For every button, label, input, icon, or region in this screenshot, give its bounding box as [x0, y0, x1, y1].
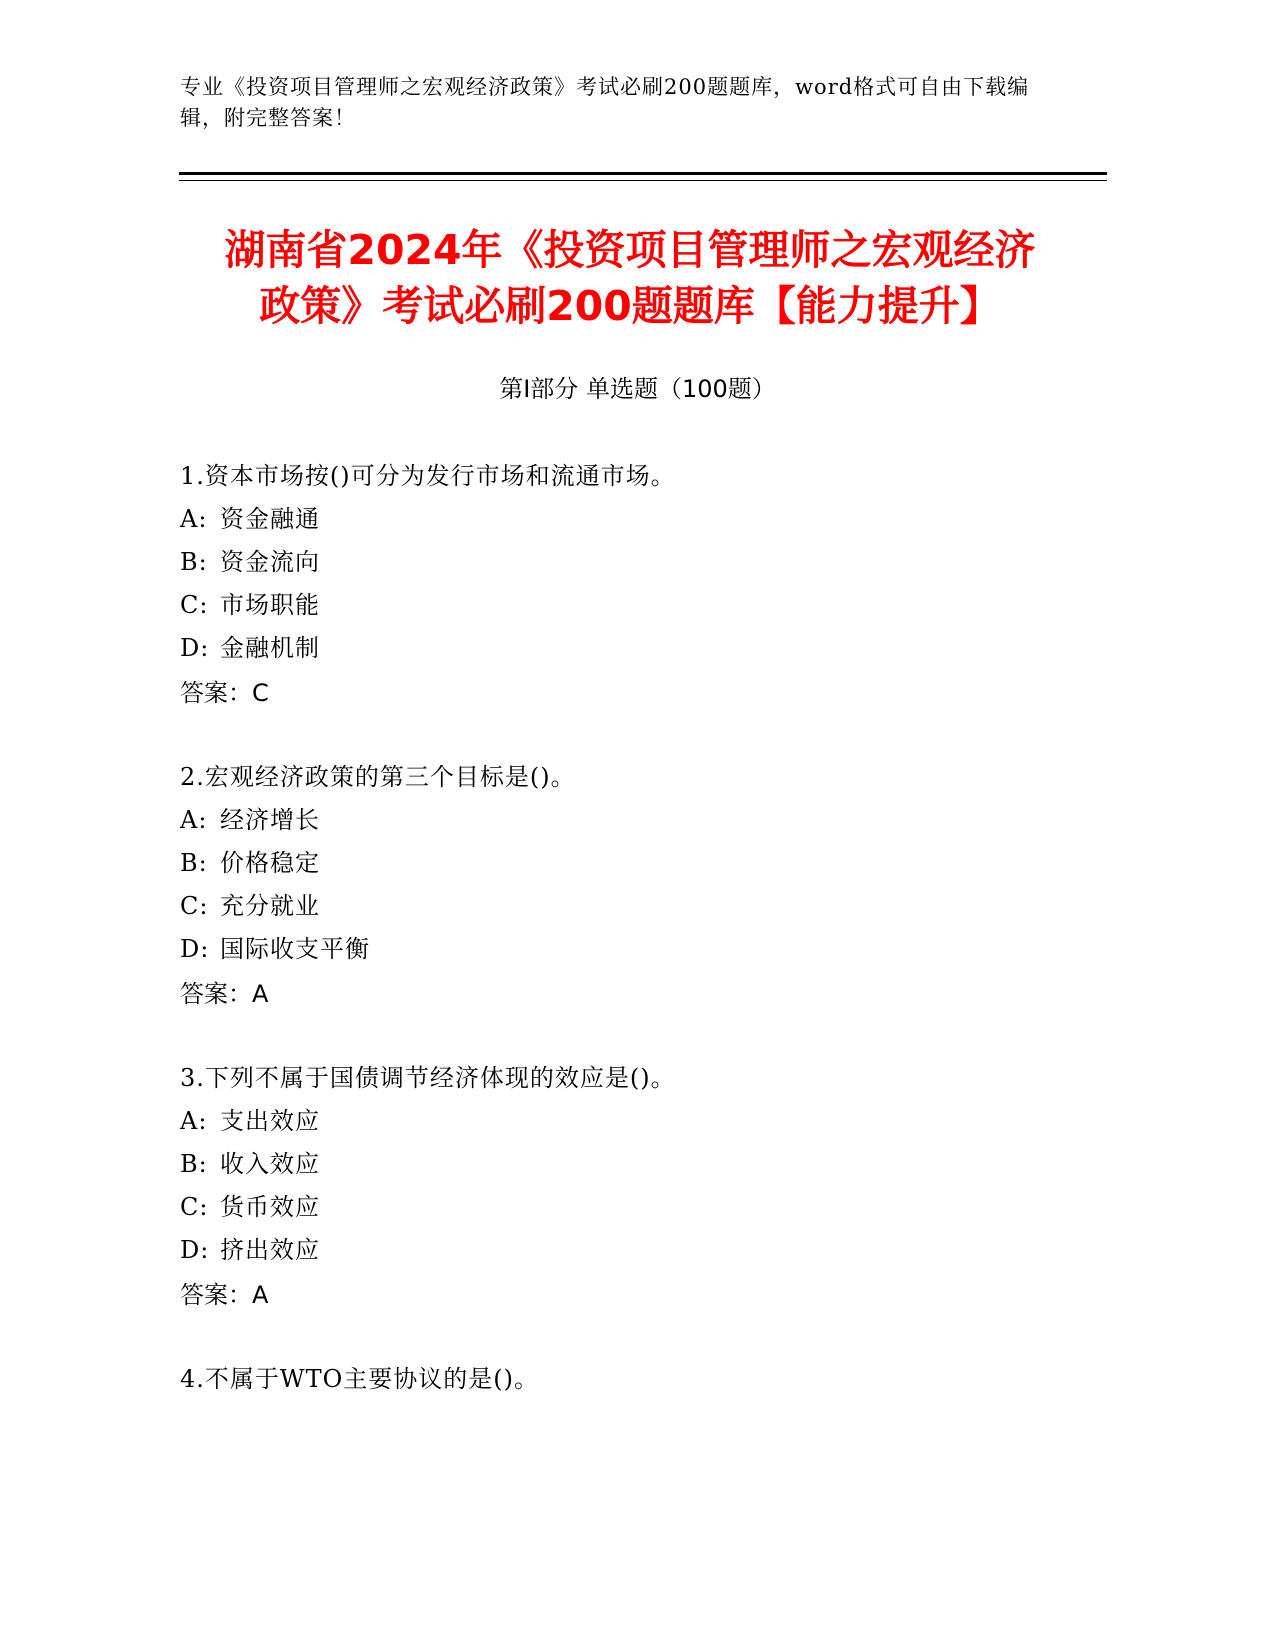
option-letter: C: — [180, 591, 209, 619]
option-text: 国际收支平衡 — [220, 935, 370, 963]
option-text: 经济增长 — [220, 806, 320, 834]
option-letter: C: — [180, 1193, 209, 1221]
question-4 — [180, 1358, 1080, 1401]
option-text: 充分就业 — [220, 892, 320, 920]
option-c — [180, 885, 1080, 928]
option-d — [180, 627, 1080, 670]
option-letter: A: — [180, 806, 208, 834]
question-list — [180, 455, 1080, 1441]
option-text: 价格稳定 — [220, 849, 320, 877]
option-letter: D: — [180, 1236, 210, 1264]
section-title: 第Ⅰ部分 单选题（100题） — [499, 375, 776, 403]
option-text: 市场职能 — [220, 591, 320, 619]
question-text: 1.资本市场按()可分为发行市场和流通市场。 — [180, 462, 676, 490]
option-letter: B: — [180, 1150, 208, 1178]
question-text: 2.宏观经济政策的第三个目标是()。 — [180, 763, 576, 791]
option-letter: D: — [180, 634, 210, 662]
option-text: 资金流向 — [220, 548, 320, 576]
option-letter: D: — [180, 935, 210, 963]
header-note: 专业《投资项目管理师之宏观经济政策》考试必刷200题题库，word格式可自由下载编辑，附完整答案！ — [180, 75, 1030, 130]
header-divider-thin — [179, 180, 1107, 181]
option-c — [180, 584, 1080, 627]
option-text: 货币效应 — [220, 1193, 320, 1221]
option-b — [180, 842, 1080, 885]
option-letter: A: — [180, 505, 208, 533]
option-letter: B: — [180, 849, 208, 877]
question-text: 3.下列不属于国债调节经济体现的效应是()。 — [180, 1064, 676, 1092]
option-b — [180, 1143, 1080, 1186]
answer: 答案：A — [180, 1281, 269, 1309]
option-letter: C: — [180, 892, 209, 920]
question-1 — [180, 455, 1080, 716]
option-a — [180, 799, 1080, 842]
title-line-2: 政策》考试必刷200题题库【能力提升】 — [259, 282, 1001, 330]
option-a — [180, 498, 1080, 541]
question-text: 4.不属于WTO主要协议的是()。 — [180, 1365, 539, 1393]
option-text: 金融机制 — [220, 634, 320, 662]
answer: 答案：C — [180, 679, 269, 707]
option-text: 资金融通 — [220, 505, 320, 533]
option-d — [180, 1229, 1080, 1272]
question-2 — [180, 756, 1080, 1017]
header-divider-thick — [179, 172, 1107, 175]
option-text: 收入效应 — [220, 1150, 320, 1178]
answer: 答案：A — [180, 980, 269, 1008]
option-a — [180, 1100, 1080, 1143]
title-line-1: 湖南省2024年《投资项目管理师之宏观经济 — [224, 226, 1036, 274]
option-letter: A: — [180, 1107, 208, 1135]
question-3 — [180, 1057, 1080, 1318]
option-text: 挤出效应 — [220, 1236, 320, 1264]
option-b — [180, 541, 1080, 584]
option-c — [180, 1186, 1080, 1229]
option-d — [180, 928, 1080, 971]
option-text: 支出效应 — [220, 1107, 320, 1135]
document-title — [150, 222, 1110, 334]
option-letter: B: — [180, 548, 208, 576]
